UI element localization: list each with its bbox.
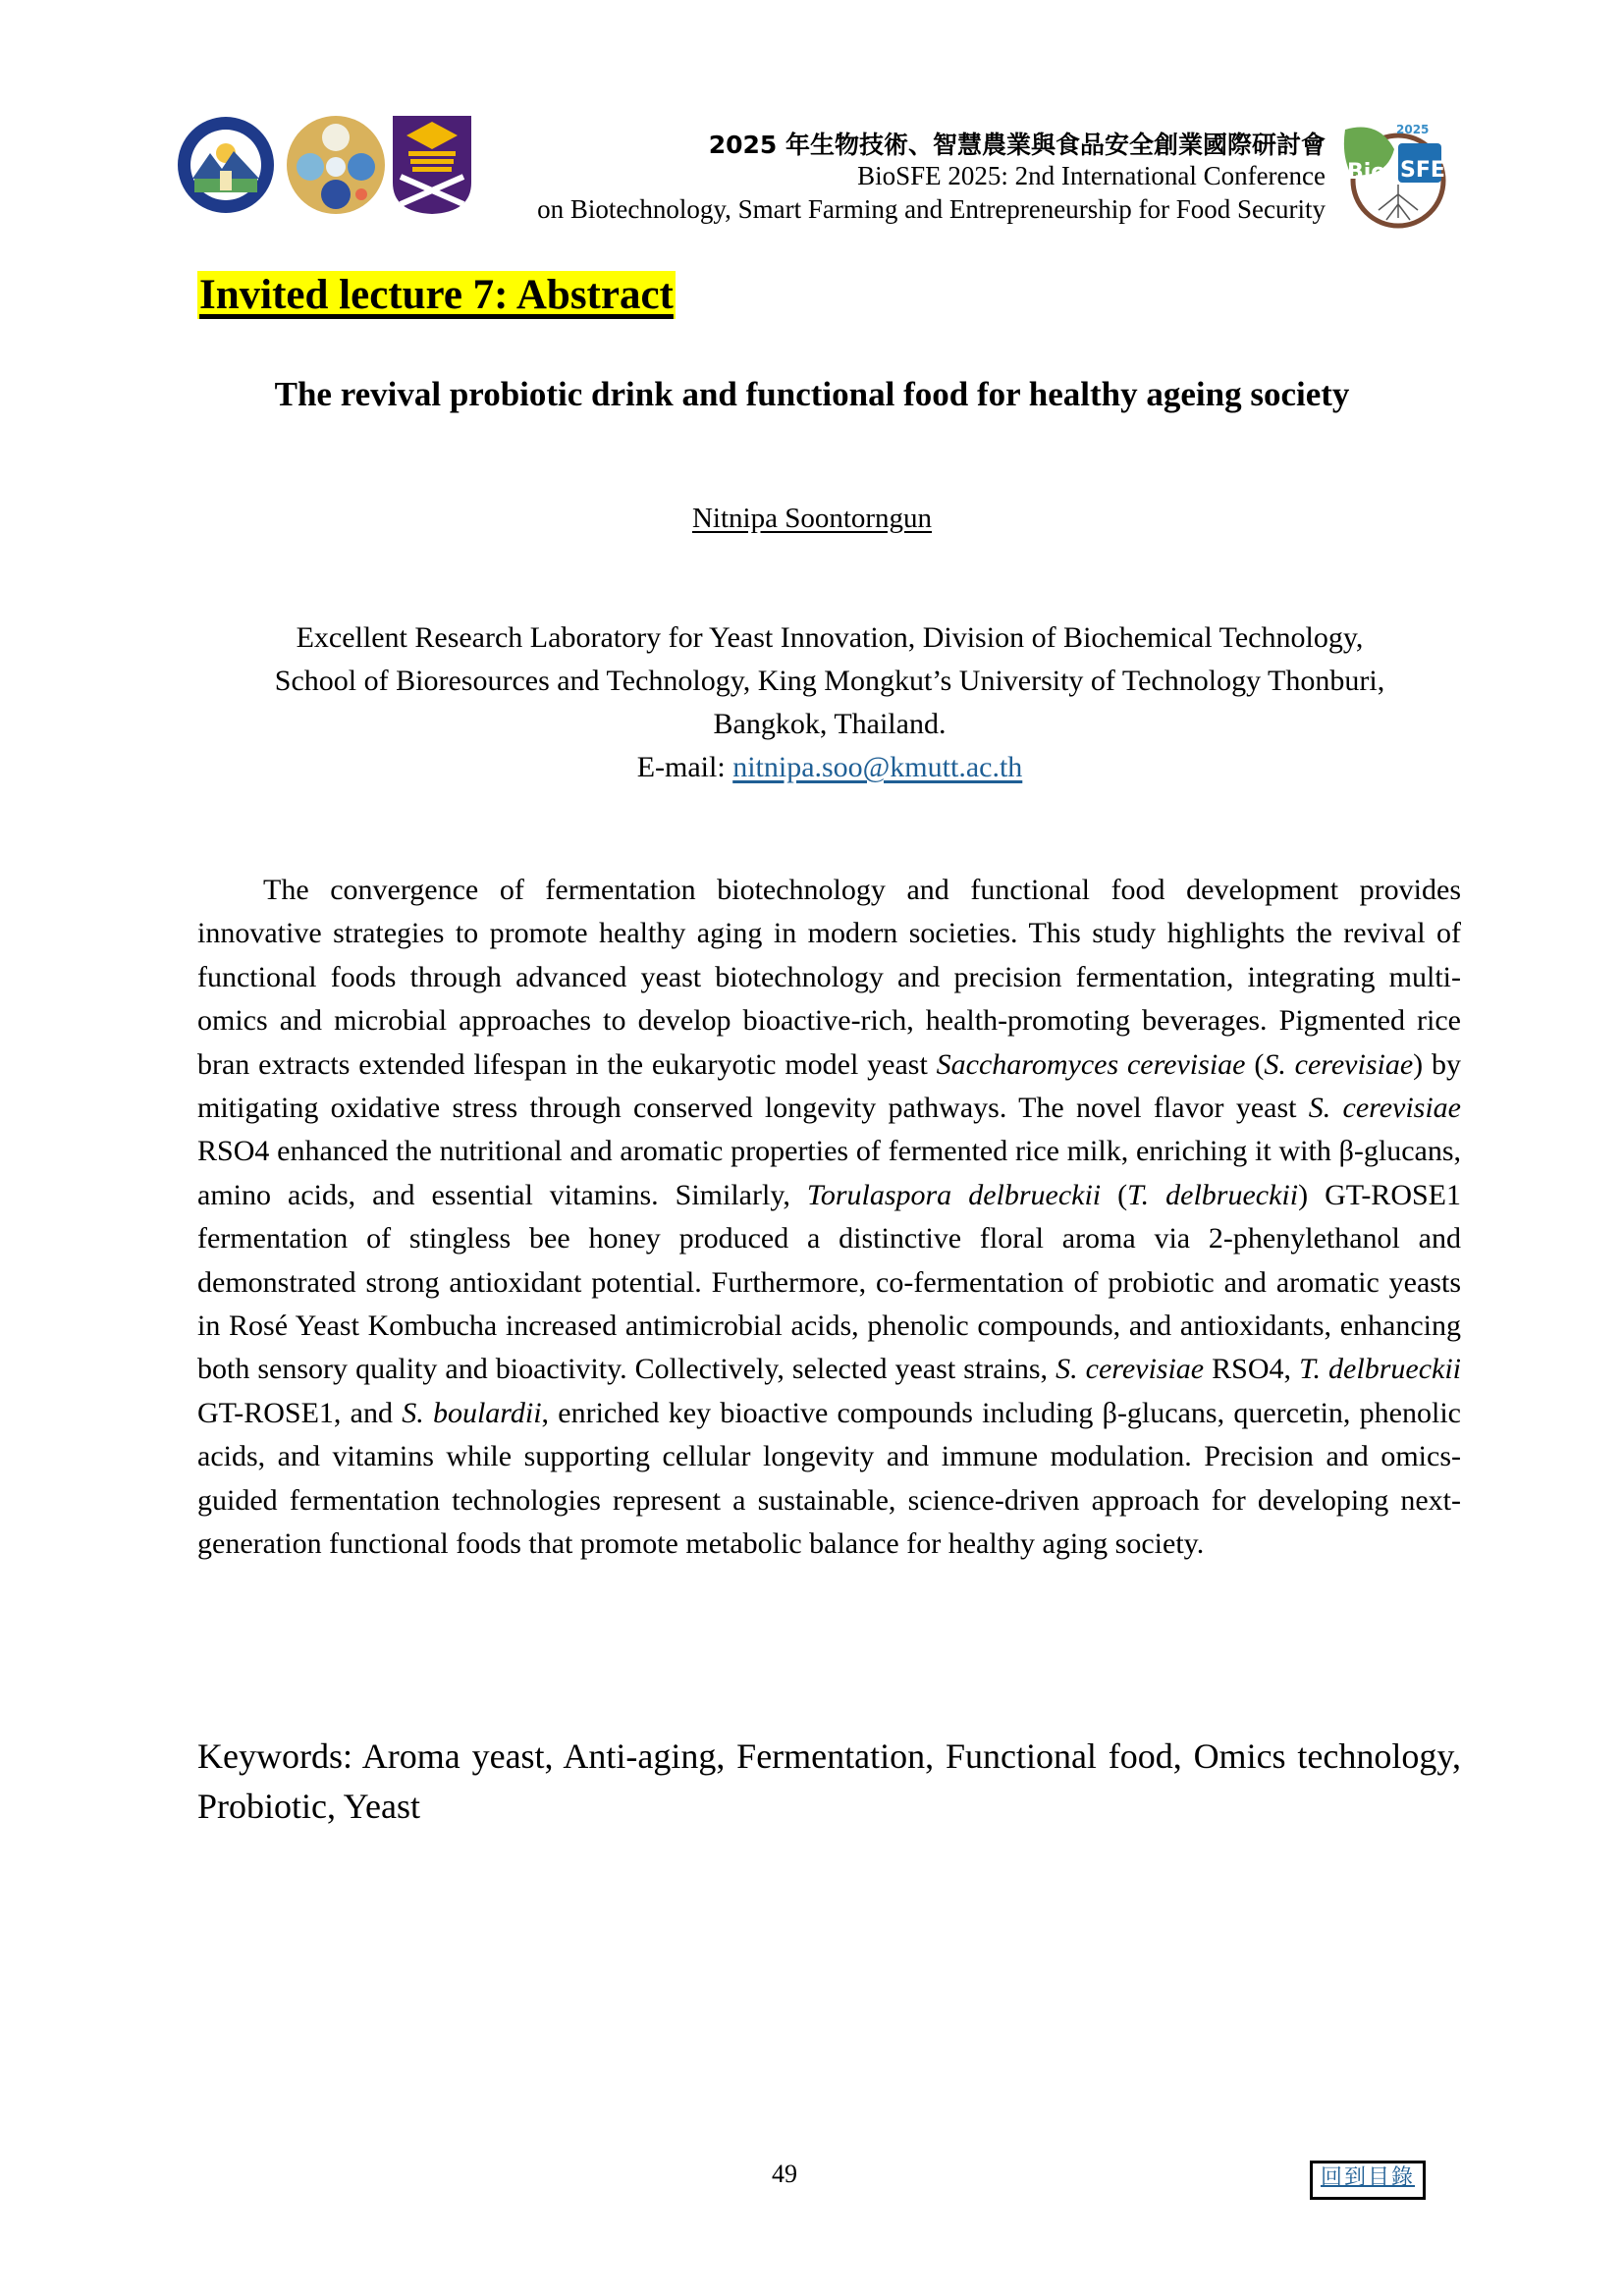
species-name: Torulaspora delbrueckii [806, 1178, 1102, 1211]
affiliation-line-2: School of Bioresources and Technology, King Mongkut’s University of Technology Thonburi, [274, 665, 1385, 697]
svg-text:Bio: Bio [1347, 160, 1386, 185]
abstract-text: ) by mitigating oxidative stress through conserved longevity pathways. The novel flavor yeast [197, 1047, 1461, 1125]
species-name: S. cerevisiae [1264, 1047, 1414, 1081]
species-name: Saccharomyces cerevisiae [936, 1047, 1246, 1081]
email-label: E-mail: [636, 751, 733, 783]
abstract-text: The convergence of fermentation biotechnology and functional food development provides innovative strategies to promote healthy aging in modern societies. This study highlights the revival of functional foods through advanced yeast biotechnology and precision fermentation, integrating multi-omics and microbial approaches to develop bioactive-rich, health-promoting beverages. Pigmented rice bran extracts extended lifespan in the eukaryotic model yeast [197, 874, 1461, 1081]
affiliation-line-1: Excellent Research Laboratory for Yeast Innovation, Division of Biochemical Technology, [296, 621, 1364, 654]
abstract-text: GT-ROSE1, and [197, 1396, 403, 1429]
abstract-text: ( [1101, 1178, 1128, 1211]
species-name: T. delbrueckii [1299, 1353, 1462, 1386]
national-chiayi-university-logo [177, 114, 275, 216]
conference-title-english-line1: BioSFE 2025: 2nd International Conference [857, 161, 1326, 190]
abstract-text: ( [1245, 1047, 1265, 1081]
affiliation-line-3: Bangkok, Thailand. [713, 708, 947, 740]
author-line [0, 503, 1624, 535]
page-number: 49 [772, 2160, 797, 2188]
uitm-logo [391, 114, 473, 216]
species-name: S. cerevisiae [1308, 1092, 1461, 1125]
email-line [177, 746, 1483, 789]
keywords: Keywords: Aroma yeast, Anti-aging, Fermentation, Functional food, Omics technology, Probiotic, Yeast [197, 1736, 1461, 1826]
section-heading: Invited lecture 7: Abstract [199, 272, 674, 318]
abstract-text: ) GT-ROSE1 fermentation of stingless bee honey produced a distinctive floral aroma via 2-phenylethanol and demonstrated strong antioxidant potential. Furthermore, co-fermentation of probiotic and aromatic yeasts in Rosé Yeast Kombucha increased antimicrobial acids, phenolic compounds, and antioxidants, enhancing both sensory quality and bioactivity. Collectively, selected yeast strains, [197, 1178, 1461, 1386]
email-link[interactable]: nitnipa.soo@kmutt.ac.th [732, 751, 1023, 783]
species-name: T. delbrueckii [1127, 1178, 1299, 1211]
abstract-text: , enriched key bioactive compounds including β-glucans, quercetin, phenolic acids, and vitamins while supporting cellular longevity and immune modulation. Precision and omics-guided fermentation technologies represent a sustainable, science-driven approach for developing next-generation functional foods that promote metabolic balance for healthy aging society. [197, 1396, 1461, 1561]
back-to-toc-link[interactable]: 回到目錄 [1310, 2161, 1426, 2200]
paper-title: The revival probiotic drink and functional food for healthy ageing society [274, 375, 1350, 413]
species-name: S. cerevisiae [1056, 1353, 1205, 1386]
affiliation-block [177, 616, 1483, 789]
biosfe-2025-logo [1339, 120, 1449, 230]
conference-partner-logo [285, 114, 383, 216]
abstract-text: RSO4 enhanced the nutritional and aromatic properties of fermented rice milk, enriching it with β-glucans, amino acids, and essential vitamins. Similarly, [197, 1135, 1461, 1211]
abstract-body [197, 869, 1461, 1567]
author-name: Nitnipa Soontorngun [691, 503, 933, 534]
species-name: S. boulardii [402, 1396, 542, 1429]
conference-title-english-line2: on Biotechnology, Smart Farming and Entrepreneurship for Food Security [537, 194, 1326, 224]
abstract-text: RSO4, [1204, 1353, 1300, 1386]
svg-text:2025: 2025 [1396, 123, 1430, 136]
svg-text:SFE: SFE [1400, 158, 1445, 183]
conference-title-chinese: 2025 年生物技術、智慧農業與食品安全創業國際研討會 [708, 131, 1326, 159]
